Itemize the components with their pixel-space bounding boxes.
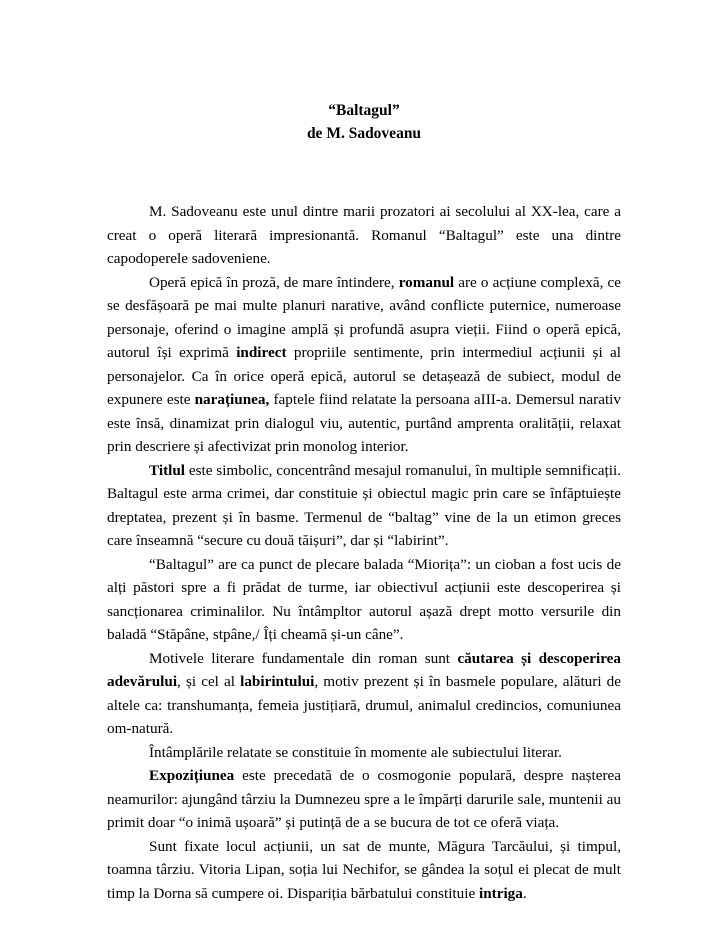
bold-term: intriga xyxy=(479,884,523,902)
paragraph xyxy=(107,741,621,765)
paragraph xyxy=(107,200,621,271)
bold-term: Expozițiunea xyxy=(149,767,235,784)
paragraph xyxy=(107,764,621,835)
text-run: M. Sadoveanu este unul dintre marii prozatori ai secolului al XX-lea, care a creat o operă literară impresionantă. Romanul “Baltagul” este una dintre capodoperele sadoveniene. xyxy=(107,203,621,267)
text-run: Sunt fixate locul acțiunii, un sat de munte, Măgura Tarcăului, și timpul, toamna târziu. Vitoria Lipan, soția lui Nechifor, se gândea la soțul ei plecat de mult timp la Dorna să cumpere oi. Dispariția bărbatului constituie xyxy=(107,837,621,902)
text-run: Motivele literare fundamentale din roman sunt xyxy=(149,649,458,667)
paragraph xyxy=(107,553,621,647)
bold-term: romanul xyxy=(398,273,455,291)
text-run: propriile sentimente, prin intermediul acțiunii și al personajelor. Ca în orice operă epică, autorul se detașează de subiect, modul de expunere este xyxy=(107,344,621,408)
text-run: , și cel al xyxy=(177,673,241,690)
text-run: faptele fiind relatate la persoana aIII-a. Demersul narativ este însă, dinamizat prin dialogul viu, autentic, purtând amprenta oralității, relaxat prin descriere și afectivizat prin monolog interior. xyxy=(107,391,621,455)
body-text xyxy=(107,200,621,905)
bold-term: indirect xyxy=(236,344,287,361)
bold-term: labirintului xyxy=(240,673,315,690)
text-run: Întâmplările relatate se constituie în momente ale subiectului literar. xyxy=(149,743,562,761)
paragraph xyxy=(107,647,621,741)
text-run: Operă epică în proză, de mare întindere, xyxy=(149,273,399,291)
bold-term: narațiunea, xyxy=(194,391,270,408)
paragraph xyxy=(107,835,621,906)
document-title: “Baltagul” xyxy=(328,102,400,119)
document-author: de M. Sadoveanu xyxy=(306,125,422,142)
text-run: este precedată de o cosmogonie populară, despre nașterea neamurilor: ajungând târziu la Dumnezeu spre a le împărți darurile sale, muntenii au primit doar “o inimă ușoară” și putință de a se bucura de tot ce oferă viața. xyxy=(107,767,621,831)
bold-term: căutarea și descoperirea adevărului xyxy=(107,649,621,690)
text-run: , motiv prezent și în basmele populare, alături de altele ca: transhumanța, femeia justițiară, drumul, animalul credincios, comuniunea om-natură. xyxy=(107,673,622,737)
bold-term: Titlul xyxy=(149,461,186,479)
title-block xyxy=(0,99,728,145)
text-run: este simbolic, concentrând mesajul romanului, în multiple semnificații. Baltagul este arma crimei, dar constituie și obiectul magic prin care se înfăptuiește dreptatea, prezent și în basme. Termenul de “baltag” vine de la un etimon greces care înseamnă “secure cu două tăișuri”, dar și “labirint”. xyxy=(107,461,621,549)
text-run: . xyxy=(522,884,527,902)
paragraph xyxy=(107,271,621,459)
text-run: “Baltagul” are ca punct de plecare balada “Miorița”: un cioban a fost ucis de alți păstori spre a fi prădat de turme, iar obiectivul acțiunii este descoperirea și sancționarea criminalilor. Nu întâmpltor autorul așază drept motto versurile din baladă “Stăpâne, stpâne,/ Îți cheamă și-un câne”. xyxy=(107,555,621,643)
paragraph xyxy=(107,459,621,553)
text-run: are o acțiune complexă, ce se desfășoară pe mai multe planuri narative, având conflicte puternice, numeroase personaje, oferind o imagine amplă și profundă asupra vieții. Fiind o operă epică, autorul își exprimă xyxy=(107,273,621,361)
